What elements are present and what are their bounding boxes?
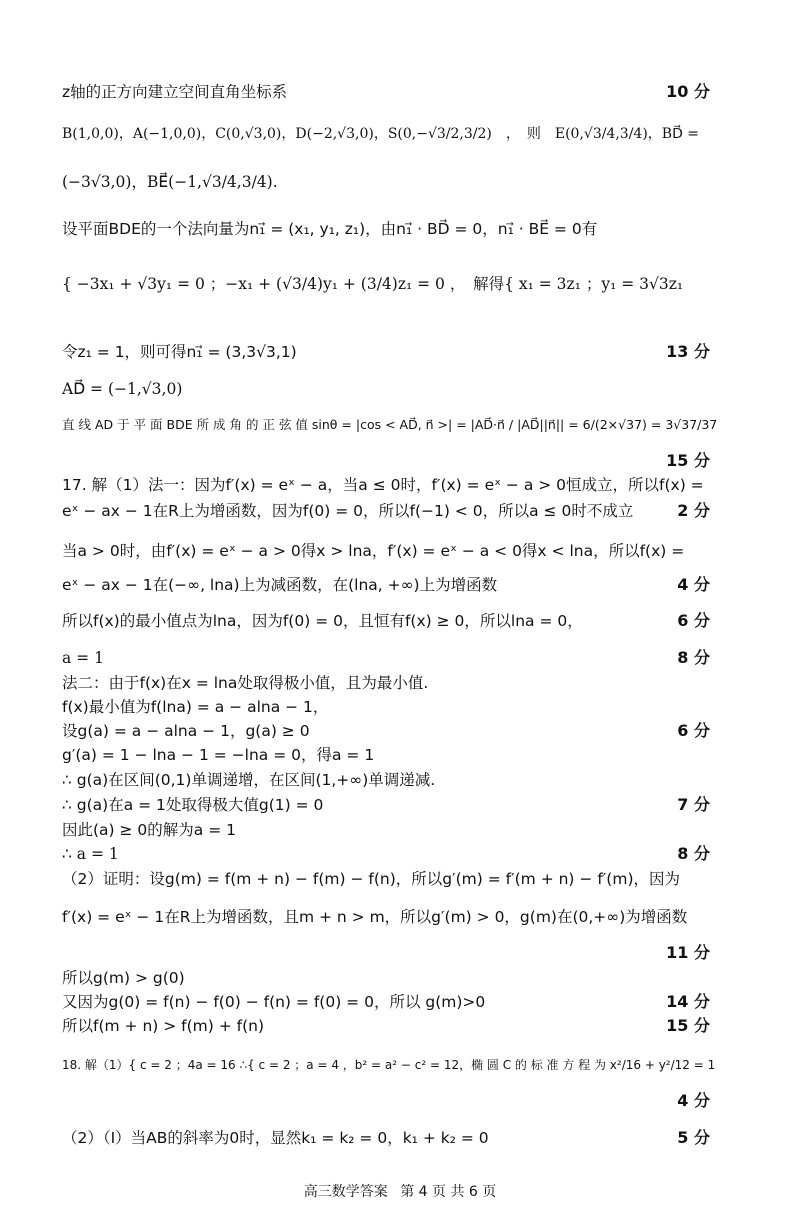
text-line: a = 1 <box>62 649 104 667</box>
equation-system: { −3x₁ + √3y₁ = 0 ；−x₁ + (√3/4)y₁ + (3/4)z₁ = 0 ， 解得{ x₁ = 3z₁ ；y₁ = 3√3z₁ <box>62 275 684 293</box>
score-label: 7 分 <box>677 795 710 814</box>
text-line: eˣ − ax − 1在R上为增函数，因为f(0) = 0，所以f(−1) < 0，所以a ≤ 0时不成立 <box>62 502 634 520</box>
text-line: 所以g(m) > g(0) <box>62 969 185 987</box>
text-line: eˣ − ax − 1在(−∞, lna)上为减函数，在(lna, +∞)上为增函数 <box>62 576 498 594</box>
text-line: ∴ g(a)在区间(0,1)单调递增，在区间(1,+∞)单调递减. <box>62 771 436 789</box>
text-line: 设平面BDE的一个法向量为n₁⃗ = (x₁, y₁, z₁)，由n₁⃗ · BD⃗ = 0，n₁⃗ · BE⃗ = 0有 <box>62 220 598 238</box>
footer-title: 高三数学答案 <box>303 1184 388 1200</box>
text-line: ∴ a = 1 <box>62 845 119 863</box>
text-line: 当a > 0时，由f′(x) = eˣ − a > 0得x > lna，f′(x) = eˣ − a < 0得x < lna，所以f(x) = <box>62 542 685 560</box>
score-label: 15 分 <box>666 451 710 470</box>
text-line: f(x)最小值为f(lna) = a − alna − 1， <box>62 698 329 716</box>
score-label: 4 分 <box>677 1091 710 1110</box>
score-label: 13 分 <box>666 342 710 361</box>
text-line: g′(a) = 1 − lna − 1 = −lna = 0，得a = 1 <box>62 746 375 764</box>
text-line: B(1,0,0)，A(−1,0,0)，C(0,√3,0)，D(−2,√3,0)，S(0,−√3/2,3/2) ， 则 E(0,√3/4,3/4)，BD⃗ = <box>62 126 700 142</box>
score-label: 14 分 <box>666 992 710 1011</box>
text-line: 设g(a) = a − alna − 1，g(a) ≥ 0 <box>62 722 310 740</box>
text-line: 又因为g(0) = f(n) − f(0) − f(n) = f(0) = 0，所以 g(m)>0 <box>62 993 486 1011</box>
text-line: （2）（Ⅰ）当AB的斜率为0时，显然k₁ = k₂ = 0，k₁ + k₂ = 0 <box>62 1129 489 1147</box>
score-label: 15 分 <box>666 1016 710 1035</box>
text-line: （2）证明：设g(m) = f(m + n) − f(m) − f(n)，所以g′(m) = f′(m + n) − f′(m)，因为 <box>62 870 680 888</box>
text-line: 令z₁ = 1，则可得n₁⃗ = (3,3√3,1) <box>62 343 297 361</box>
score-label: 4 分 <box>677 575 710 594</box>
score-label: 11 分 <box>666 943 710 962</box>
text-line: 因此(a) ≥ 0的解为a = 1 <box>62 821 236 839</box>
text-line: 17. 解（1）法一：因为f′(x) = eˣ − a，当a ≤ 0时，f′(x) = eˣ − a > 0恒成立，所以f(x) = <box>62 476 704 494</box>
score-label: 5 分 <box>677 1128 710 1147</box>
text-line: ∴ g(a)在a = 1处取得极大值g(1) = 0 <box>62 796 324 814</box>
text-line: AD⃗ = (−1,√3,0) <box>62 380 183 398</box>
page-footer <box>0 1181 800 1201</box>
text-line: 法二：由于f(x)在x = lna处取得极小值，且为最小值. <box>62 674 429 692</box>
score-label: 2 分 <box>677 501 710 520</box>
text-line: (−3√3,0)，BE⃗(−1,√3/4,3/4). <box>62 173 278 191</box>
score-label: 8 分 <box>677 844 710 863</box>
score-label: 8 分 <box>677 648 710 667</box>
footer-page-number: 第 4 页 共 6 页 <box>400 1184 497 1200</box>
text-line: 所以f(m + n) > f(m) + f(n) <box>62 1017 265 1035</box>
score-label: 10 分 <box>666 82 710 101</box>
text-line: f′(x) = eˣ − 1在R上为增函数，且m + n > m，所以g′(m) > 0，g(m)在(0,+∞)为增函数 <box>62 908 688 926</box>
score-label: 6 分 <box>677 721 710 740</box>
text-line: z轴的正方向建立空间直角坐标系 <box>62 83 288 101</box>
score-label: 6 分 <box>677 611 710 630</box>
text-line: 直 线 AD 于 平 面 BDE 所 成 角 的 正 弦 值 sinθ = |cos < AD⃗, n⃗ >| = |AD⃗·n⃗ / |AD⃗||n⃗|| = 6/(2×√37) = 3√37/37 <box>62 417 718 432</box>
text-line: 所以f(x)的最小值点为lna，因为f(0) = 0，且恒有f(x) ≥ 0，所以lna = 0， <box>62 612 583 630</box>
text-line: 18. 解（1）{ c = 2 ；4a = 16 ∴{ c = 2 ；a = 4 ，b² = a² − c² = 12，椭 圆 C 的 标 准 方 程 为 x²/16 + y²/12 = 1 <box>62 1058 716 1072</box>
